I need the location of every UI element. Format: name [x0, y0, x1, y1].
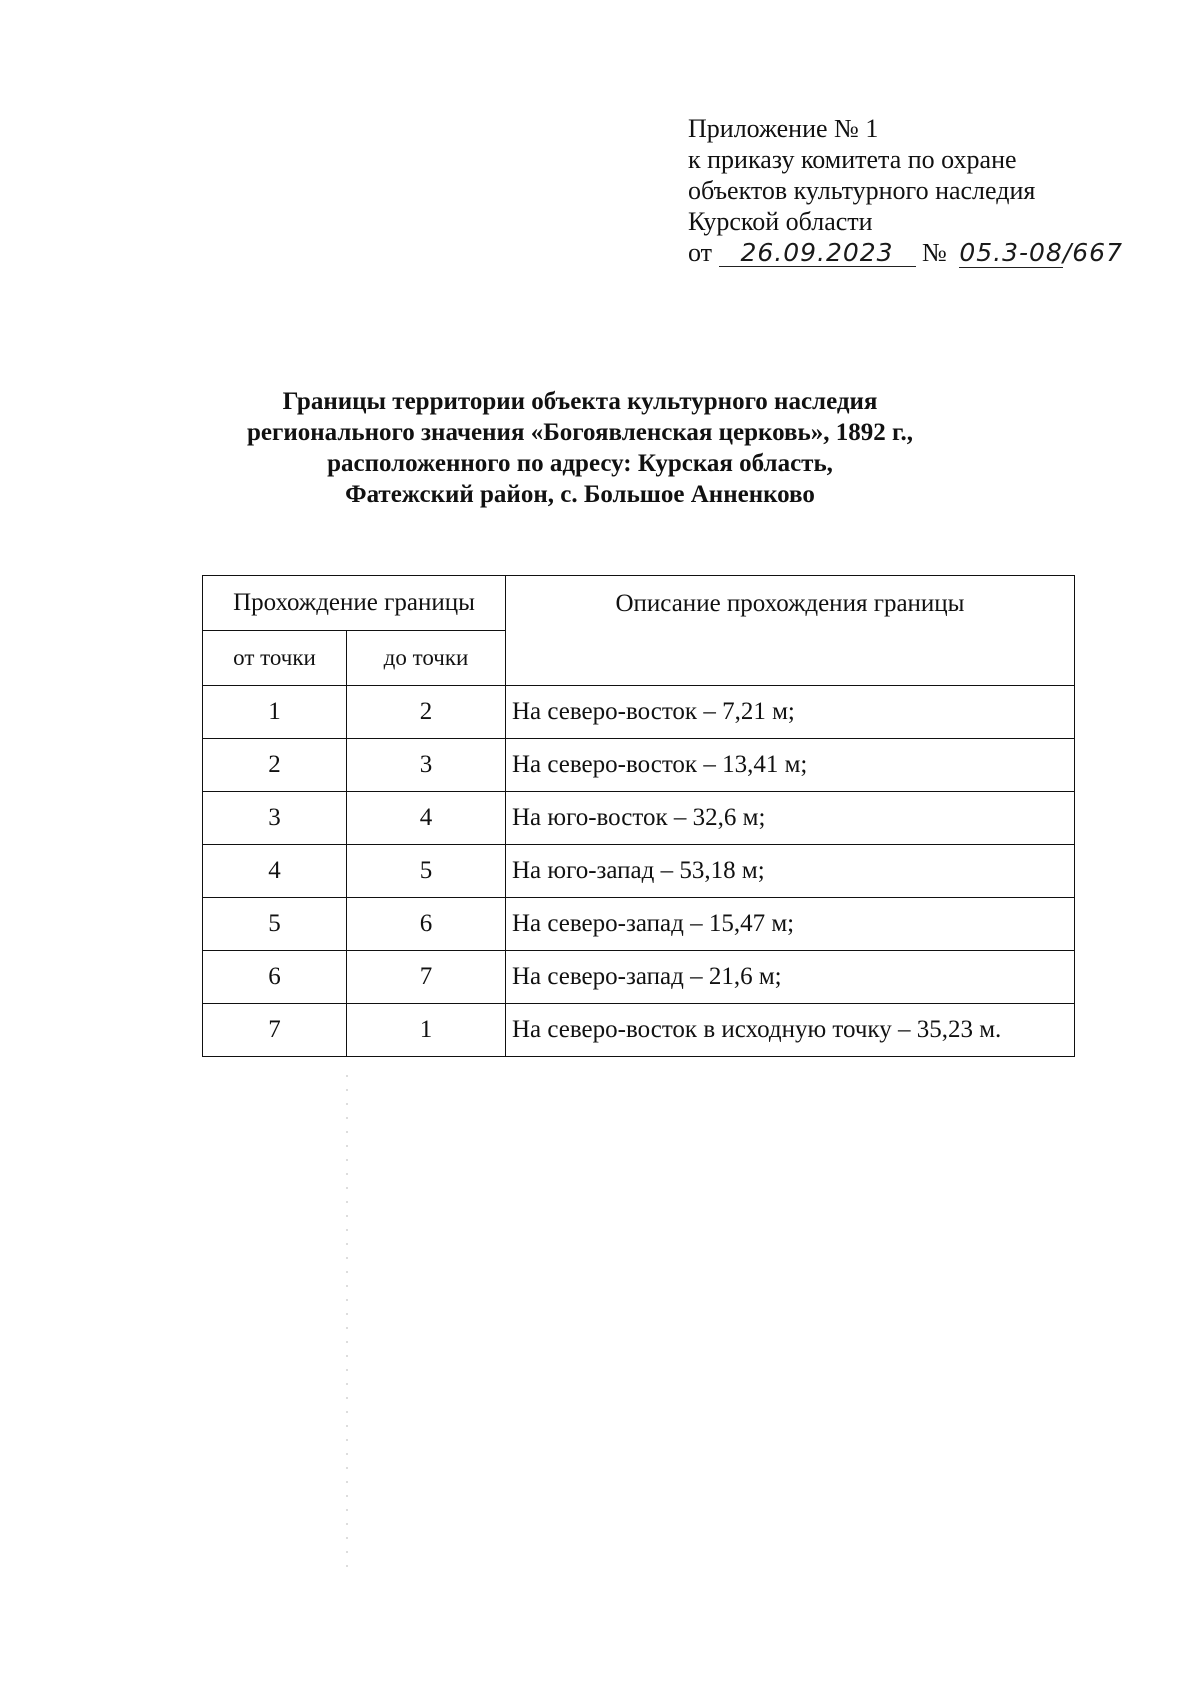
cell-to: 4 — [347, 792, 506, 845]
cell-to: 7 — [347, 951, 506, 1004]
table-row — [203, 951, 1075, 1004]
cell-description: На юго-запад – 53,18 м; — [506, 845, 1075, 898]
appendix-line: объектов культурного наследия — [688, 176, 1036, 205]
table-row — [203, 845, 1075, 898]
cell-description: На северо-запад – 15,47 м; — [506, 898, 1075, 951]
header-boundary-passage: Прохождение границы — [203, 576, 506, 631]
document-title — [160, 386, 1000, 510]
appendix-line: Курской области — [688, 207, 873, 236]
handwritten-number-suffix: /667 — [1062, 238, 1123, 267]
handwritten-number-main: 05.3-08 — [959, 238, 1063, 267]
cell-description: На северо-восток – 7,21 м; — [506, 686, 1075, 739]
cell-from: 3 — [203, 792, 347, 845]
cell-from: 1 — [203, 686, 347, 739]
appendix-line: к приказу комитета по охране — [688, 145, 1017, 174]
boundary-table — [202, 575, 1075, 1057]
cell-to: 3 — [347, 739, 506, 792]
header-to-point: до точки — [347, 631, 506, 686]
cell-from: 5 — [203, 898, 347, 951]
header-description: Описание прохождения границы — [506, 576, 1075, 686]
table-row — [203, 686, 1075, 739]
cell-from: 6 — [203, 951, 347, 1004]
number-prefix: № — [922, 238, 947, 267]
table-row — [203, 792, 1075, 845]
handwritten-number — [953, 240, 1123, 266]
title-line: Границы территории объекта культурного наследия — [282, 388, 878, 415]
cell-to: 2 — [347, 686, 506, 739]
cell-to: 5 — [347, 845, 506, 898]
table-row — [203, 739, 1075, 792]
cell-to: 6 — [347, 898, 506, 951]
title-line: Фатежский район, с. Большое Анненково — [345, 481, 815, 508]
header-from-point: от точки — [203, 631, 347, 686]
appendix-block — [688, 113, 1123, 268]
title-line: расположенного по адресу: Курская область, — [327, 450, 833, 477]
appendix-line: Приложение № 1 — [688, 114, 879, 143]
cell-description: На северо-восток в исходную точку – 35,23 м. — [506, 1004, 1075, 1057]
cell-from: 4 — [203, 845, 347, 898]
table-row — [203, 898, 1075, 951]
cell-description: На северо-восток – 13,41 м; — [506, 739, 1075, 792]
cell-from: 2 — [203, 739, 347, 792]
title-line: регионального значения «Богоявленская церковь», 1892 г., — [246, 419, 913, 446]
scan-artifact — [346, 1075, 348, 1575]
appendix-date-line — [688, 237, 1123, 268]
cell-from: 7 — [203, 1004, 347, 1057]
cell-to: 1 — [347, 1004, 506, 1057]
table-row — [203, 1004, 1075, 1057]
cell-description: На северо-запад – 21,6 м; — [506, 951, 1075, 1004]
date-prefix: от — [688, 238, 713, 267]
handwritten-date: 26.09.2023 — [719, 240, 916, 267]
cell-description: На юго-восток – 32,6 м; — [506, 792, 1075, 845]
